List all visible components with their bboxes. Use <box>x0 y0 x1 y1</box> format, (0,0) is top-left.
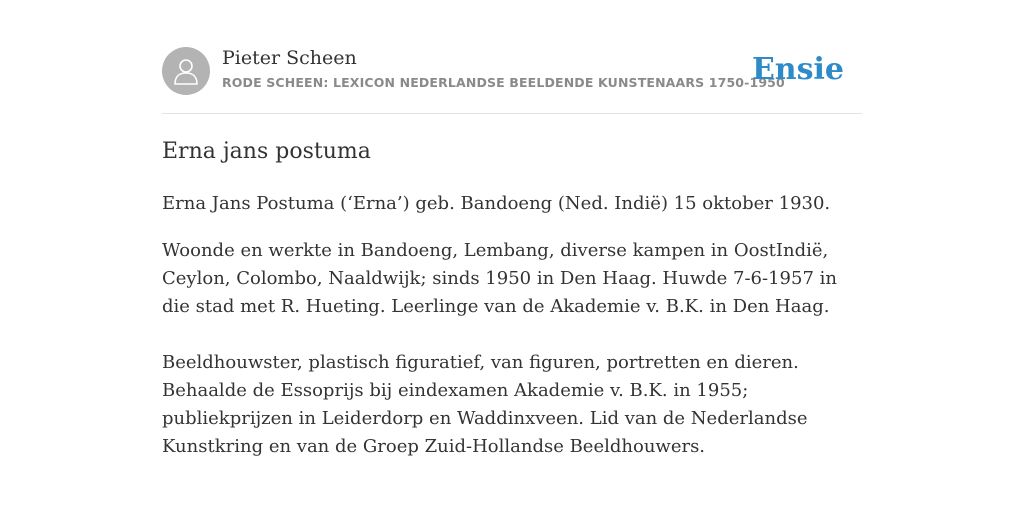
entry-paragraph-1: Erna Jans Postuma (‘Erna’) geb. Bandoeng (Ned. Indië) 15 oktober 1930. <box>162 193 831 214</box>
author-name[interactable]: Pieter Scheen <box>222 47 357 69</box>
source-title[interactable]: RODE SCHEEN: LEXICON NEDERLANDSE BEELDENDE KUNSTENAARS 1750-1950 <box>222 75 785 90</box>
entry-header <box>162 44 862 114</box>
user-avatar-icon[interactable] <box>162 47 210 95</box>
entry-title: Erna jans postuma <box>162 139 371 164</box>
entry-paragraph-3: Beeldhouwster, plastisch figuratief, van figuren, portretten en dieren. Behaalde de Essoprijs bij eindexamen Akademie v. B.K. in 1955; publiekprijzen in Leiderdorp en Waddinxveen. Lid van de Nederlandse Kunstkring en van de Groep Zuid-Hollandse Beeldhouwers. <box>162 352 808 457</box>
entry-card <box>162 44 862 457</box>
entry-paragraph-2: Woonde en werkte in Bandoeng, Lembang, diverse kampen in OostIndië, Ceylon, Colombo, Naaldwijk; sinds 1950 in Den Haag. Huwde 7-6-1957 in die stad met R. Hueting. Leerlinge van de Akademie v. B.K. in Den Haag. <box>162 240 837 317</box>
header-divider <box>162 113 862 114</box>
brand-logo[interactable]: Ensie <box>751 52 844 87</box>
user-silhouette-icon <box>172 56 200 86</box>
